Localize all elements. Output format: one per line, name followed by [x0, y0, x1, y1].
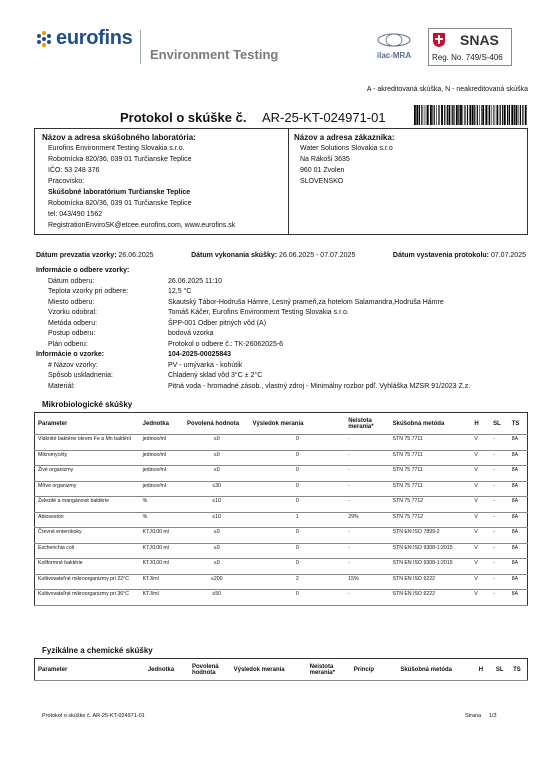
column-header: Jednotka — [140, 413, 184, 435]
info-label: Vzorku odobral: — [48, 309, 98, 316]
table-cell: KTJ/100 ml — [140, 559, 184, 575]
barcode-bar — [421, 105, 422, 125]
lab-heading: Názov a adresa skúšobného laboratória: — [42, 133, 196, 142]
table-cell: Abioseston — [35, 512, 140, 528]
table-cell: 15% — [345, 574, 389, 590]
barcode-bar — [516, 105, 518, 125]
barcode-bar — [426, 105, 427, 125]
table-row — [35, 481, 528, 497]
table-cell: V — [471, 466, 490, 482]
lab-line: Pracovisko: — [48, 178, 85, 185]
table-cell: 0 — [249, 435, 345, 451]
table-cell: - — [490, 481, 509, 497]
info-label: Spôsob uskladnenia: — [48, 372, 113, 379]
barcode-bar — [509, 105, 510, 125]
column-header: SL — [490, 413, 509, 435]
table-cell: 0 — [249, 590, 345, 606]
table-cell: STN EN ISO 7899-2 — [390, 528, 472, 544]
column-header: Princíp — [351, 659, 398, 681]
brand-name: eurofins — [56, 27, 133, 49]
info-value: Chladený sklad vôd 3°C ± 2°C — [168, 372, 263, 379]
date-received: Dátum prevzatia vzorky: 26.06.2025 — [36, 252, 154, 259]
chem-table — [34, 658, 528, 681]
snas-label: SNAS — [460, 32, 499, 48]
barcode-bar — [520, 105, 521, 125]
table-row — [35, 466, 528, 482]
column-header: Skúšobná metóda — [397, 659, 475, 681]
table-cell: - — [345, 528, 389, 544]
table-cell: STN 75 7711 — [390, 450, 472, 466]
table-cell: - — [490, 497, 509, 513]
table-cell: STN EN ISO 9308-1:2015 — [390, 559, 472, 575]
table-cell: Escherichia coli — [35, 543, 140, 559]
table-cell: ≤0 — [184, 466, 249, 482]
table-cell: - — [490, 574, 509, 590]
column-header: Povolená hodnota — [184, 413, 249, 435]
customer-heading: Názov a adresa zákazníka: — [294, 133, 395, 142]
barcode-bar — [439, 105, 440, 125]
info-row — [36, 340, 526, 351]
eurofins-logo-icon — [35, 30, 53, 48]
table-cell: 0 — [249, 450, 345, 466]
table-cell: KTJ/100 ml — [140, 543, 184, 559]
barcode-bar — [493, 105, 494, 125]
slovak-emblem-icon — [433, 33, 445, 47]
table-cell: KTJ/ml — [140, 590, 184, 606]
barcode-icon — [414, 105, 528, 125]
table-cell: STN 75 7712 — [390, 497, 472, 513]
table-cell: V — [471, 559, 490, 575]
table-cell: 8A — [509, 590, 528, 606]
info-label: Teplota vzorky pri odbere: — [48, 288, 129, 295]
lab-line: Eurofins Environment Testing Slovakia s.r.o. — [48, 145, 185, 152]
table-cell: - — [345, 481, 389, 497]
info-value: Skautský Tábor-Hodruša Hámre, Lesný prameň,za hotelom Salamandra,Hodruša Hámre — [168, 298, 444, 306]
barcode-bar — [416, 105, 418, 125]
customer-address — [294, 132, 395, 187]
barcode-bar — [492, 105, 493, 125]
table-cell: Kultivovateľné mikroorganizmy pri 36°C — [35, 590, 140, 606]
table-cell: V — [471, 528, 490, 544]
table-cell: STN 75 7711 — [390, 435, 472, 451]
table-cell: ≤0 — [184, 543, 249, 559]
table-cell: 0 — [249, 466, 345, 482]
table-cell: Črevné enterokoky — [35, 528, 140, 544]
address-divider — [288, 128, 289, 235]
column-header: Neistota merania* — [307, 659, 351, 681]
table-cell: V — [471, 435, 490, 451]
table-cell: Živé organizmy — [35, 466, 140, 482]
barcode-bar — [488, 105, 489, 125]
column-header: TS — [510, 659, 527, 681]
table-row — [35, 574, 528, 590]
column-header: Povolená hodnota — [189, 659, 231, 681]
barcode-bar — [469, 105, 471, 125]
barcode-bar — [427, 105, 429, 125]
table-cell: STN 75 7711 — [390, 466, 472, 482]
table-cell: - — [490, 559, 509, 575]
column-header: SL — [493, 659, 510, 681]
table-cell: 0 — [249, 528, 345, 544]
table-cell: 8A — [509, 435, 528, 451]
dates-row — [36, 252, 526, 259]
column-header: Parameter — [35, 659, 145, 681]
info-value: ŠPP-001 Odber pitných vôd (A) — [168, 319, 267, 327]
table-row — [35, 590, 528, 606]
table-cell: 8A — [509, 528, 528, 544]
barcode-bar — [481, 105, 482, 125]
info-value: 12,5 °C — [168, 288, 192, 295]
lab-site-line: RegistrationEnviroSK@etcee.eurofins.com, www.eurofins.sk — [48, 222, 236, 229]
table-cell: 8A — [509, 543, 528, 559]
table-cell: KTJ/100 ml — [140, 528, 184, 544]
barcode-bar — [419, 105, 420, 125]
table-cell: Mŕtve organizmy — [35, 481, 140, 497]
table-cell: Železité a mangánové baktérie — [35, 497, 140, 513]
table-cell: ≤0 — [184, 559, 249, 575]
barcode-bar — [449, 105, 451, 125]
barcode-bar — [458, 105, 459, 125]
table-cell: - — [490, 528, 509, 544]
footer-page: Strana 1/3 — [465, 713, 497, 719]
table-cell: V — [471, 590, 490, 606]
customer-line: Na Rákoši 3635 — [300, 156, 350, 163]
barcode-bar — [522, 105, 523, 125]
table-cell: Mikromycéty — [35, 450, 140, 466]
barcode-bar — [460, 105, 462, 125]
barcode-bar — [495, 105, 496, 125]
protocol-number: AR-25-KT-024971-01 — [262, 110, 386, 125]
micro-section-title: Mikrobiologické skúšky — [42, 400, 133, 409]
table-cell: ≤0 — [184, 528, 249, 544]
table-cell: 8A — [509, 512, 528, 528]
table-cell: 2 — [249, 574, 345, 590]
barcode-bar — [511, 105, 513, 125]
column-header: H — [476, 659, 493, 681]
table-cell: V — [471, 512, 490, 528]
table-cell: - — [490, 543, 509, 559]
table-cell: STN 75 7711 — [390, 481, 472, 497]
protocol-title: Protokol o skúške č. — [120, 110, 247, 125]
accreditation-note: A - akreditovaná skúška, N - neakreditovaná skúška — [366, 86, 528, 93]
table-cell: ≤50 — [184, 590, 249, 606]
barcode-bar — [479, 105, 480, 125]
info-row — [36, 319, 526, 330]
column-header: Výsledok merania — [231, 659, 307, 681]
barcode-bar — [414, 105, 416, 125]
barcode-bar — [467, 105, 468, 125]
barcode-bar — [518, 105, 519, 125]
footer-protocol: Protokol o skúške č. AR-25-KT-024971-01 — [42, 713, 145, 719]
info-value: Pitná voda - hromadné zásob., vlastný zdroj - Minimálny rozbor pdľ. Vyhláška MZSR 91/2023 Z.z. — [168, 382, 471, 390]
info-row — [36, 371, 526, 382]
table-cell: 8A — [509, 450, 528, 466]
column-header: Výsledok merania — [249, 413, 345, 435]
table-cell: STN EN ISO 9308-1:2015 — [390, 543, 472, 559]
table-cell: - — [490, 590, 509, 606]
table-cell: jedince/ml — [140, 466, 184, 482]
barcode-bar — [507, 105, 508, 125]
column-header: Jednotka — [145, 659, 189, 681]
table-cell: STN EN ISO 6222 — [390, 574, 472, 590]
lab-site-name: Skúšobné laboratórium Turčianske Teplice — [48, 189, 191, 196]
barcode-bar — [463, 105, 464, 125]
sample-info — [36, 266, 526, 392]
date-performed: Dátum vykonania skúšky: 26.06.2025 - 07.07.2025 — [191, 252, 356, 259]
barcode-bar — [489, 105, 490, 125]
table-cell: ≤10 — [184, 512, 249, 528]
table-cell: Vláknité baktérie okrem Fe a Mn baktérií — [35, 435, 140, 451]
lab-line: IČO: 53 248 376 — [48, 167, 100, 174]
table-cell: 0 — [249, 481, 345, 497]
info-row — [36, 308, 526, 319]
table-cell: - — [490, 435, 509, 451]
barcode-bar — [482, 105, 484, 125]
table-cell: ≤0 — [184, 435, 249, 451]
division-name: Environment Testing — [150, 47, 279, 62]
table-cell: % — [140, 497, 184, 513]
table-cell: - — [490, 512, 509, 528]
info-label: Dátum odberu: — [48, 277, 95, 285]
table-cell: - — [345, 590, 389, 606]
table-cell: 8A — [509, 497, 528, 513]
lab-line: Robotnícka 820/36, 039 01 Turčianske Teplice — [48, 156, 192, 163]
barcode-bar — [441, 105, 443, 125]
info-label: Metóda odberu: — [48, 319, 98, 327]
barcode-bar — [464, 105, 465, 125]
table-cell: Kultivovateľné mikroorganizmy pri 22°C — [35, 574, 140, 590]
barcode-bar — [500, 105, 501, 125]
table-cell: 8A — [509, 574, 528, 590]
info-value: bodová vzorka — [168, 330, 214, 337]
barcode-bar — [477, 105, 478, 125]
info-row — [36, 298, 526, 309]
table-cell: V — [471, 450, 490, 466]
table-cell: 1 — [249, 512, 345, 528]
barcode-bar — [432, 105, 433, 125]
snas-reg-number: Reg. No. 749/S-406 — [432, 53, 503, 62]
sampling-heading: Informácie o odbere vzorky: — [36, 267, 130, 274]
barcode-bar — [434, 105, 435, 125]
table-cell: 0 — [249, 559, 345, 575]
barcode-bar — [485, 105, 487, 125]
info-row — [36, 329, 526, 340]
barcode-bar — [453, 105, 454, 125]
barcode-bar — [447, 105, 448, 125]
table-row — [35, 559, 528, 575]
table-cell: ≤0 — [184, 450, 249, 466]
micro-table — [34, 412, 528, 606]
table-cell: 0 — [249, 543, 345, 559]
barcode-bar — [502, 105, 503, 125]
info-label: Materiál: — [48, 382, 75, 390]
table-cell: ≤10 — [184, 497, 249, 513]
column-header: Parameter — [35, 413, 140, 435]
lab-address — [42, 132, 235, 231]
table-cell: 8A — [509, 559, 528, 575]
table-cell: 8A — [509, 466, 528, 482]
info-row — [36, 361, 526, 372]
column-header: H — [471, 413, 490, 435]
customer-line: SLOVENSKO — [300, 178, 344, 185]
lab-site-line: tel: 043/490 1562 — [48, 211, 103, 218]
table-cell: V — [471, 497, 490, 513]
table-cell: - — [345, 435, 389, 451]
table-row — [35, 450, 528, 466]
barcode-bar — [514, 105, 515, 125]
table-cell: 8A — [509, 481, 528, 497]
logo-divider — [140, 30, 141, 64]
barcode-bar — [430, 105, 432, 125]
barcode-bar — [525, 105, 527, 125]
table-row — [35, 543, 528, 559]
table-cell: - — [345, 543, 389, 559]
customer-line: 960 01 Zvolen — [300, 167, 345, 174]
sample-id: 104-2025-00025843 — [168, 351, 232, 358]
table-cell: jedince/ml — [140, 450, 184, 466]
table-cell: 29% — [345, 512, 389, 528]
info-label: Plán odberu: — [48, 340, 88, 348]
column-header: TS — [509, 413, 528, 435]
svg-text:ilac-MRA: ilac-MRA — [376, 51, 412, 60]
date-issued: Dátum vystavenia protokolu: 07.07.2025 — [392, 252, 526, 259]
ilac-mra-logo-icon — [372, 30, 416, 62]
table-cell: V — [471, 543, 490, 559]
barcode-bar — [436, 105, 437, 125]
barcode-bar — [497, 105, 499, 125]
barcode-bar — [452, 105, 453, 125]
chem-section-title: Fyzikálne a chemické skúšky — [42, 646, 153, 655]
table-row — [35, 512, 528, 528]
table-row — [35, 528, 528, 544]
info-label: Postup odberu: — [48, 330, 96, 337]
info-row — [36, 287, 526, 298]
table-cell: - — [490, 450, 509, 466]
table-cell: KTJ/ml — [140, 574, 184, 590]
column-header: Skúšobná metóda — [390, 413, 472, 435]
info-label: # Názov vzorky: — [48, 361, 98, 369]
table-cell: % — [140, 512, 184, 528]
barcode-bar — [438, 105, 439, 125]
table-cell: - — [345, 497, 389, 513]
table-cell: 0 — [249, 497, 345, 513]
info-value: Tomáš Káčer, Eurofins Environment Testing Slovakia s.r.o. — [168, 309, 349, 316]
table-row — [35, 497, 528, 513]
customer-line: Water Solutions Slovakia s.r.o — [300, 145, 393, 152]
table-cell: - — [345, 559, 389, 575]
barcode-bar — [472, 105, 474, 125]
table-cell: - — [345, 450, 389, 466]
table-cell: jedince/ml — [140, 481, 184, 497]
barcode-bar — [444, 105, 445, 125]
info-value: PV - umývarka - kohútik — [168, 361, 243, 369]
info-row — [36, 277, 526, 288]
table-row — [35, 435, 528, 451]
table-cell: STN EN ISO 6222 — [390, 590, 472, 606]
table-cell: jedince/ml — [140, 435, 184, 451]
info-value: Protokol o odbere č.: TK-26062025-6 — [168, 340, 284, 348]
info-label: Miesto odberu: — [48, 298, 95, 306]
table-cell: ≤200 — [184, 574, 249, 590]
barcode-bar — [456, 105, 458, 125]
table-cell: V — [471, 574, 490, 590]
table-cell: - — [490, 466, 509, 482]
table-cell: - — [345, 466, 389, 482]
barcode-bar — [474, 105, 475, 125]
info-value: 26.06.2025 11:10 — [168, 277, 222, 285]
lab-site-line: Robotnícka 820/36, 039 01 Turčianske Teplice — [48, 200, 192, 207]
barcode-bar — [504, 105, 506, 125]
table-cell: STN 75 7712 — [390, 512, 472, 528]
info-row — [36, 382, 526, 393]
barcode-bar — [424, 105, 425, 125]
table-cell: Koliformné baktérie — [35, 559, 140, 575]
column-header: Neistota merania* — [345, 413, 389, 435]
table-cell: ≤30 — [184, 481, 249, 497]
sample-heading: Informácie o vzorke: — [36, 351, 105, 358]
table-cell: V — [471, 481, 490, 497]
